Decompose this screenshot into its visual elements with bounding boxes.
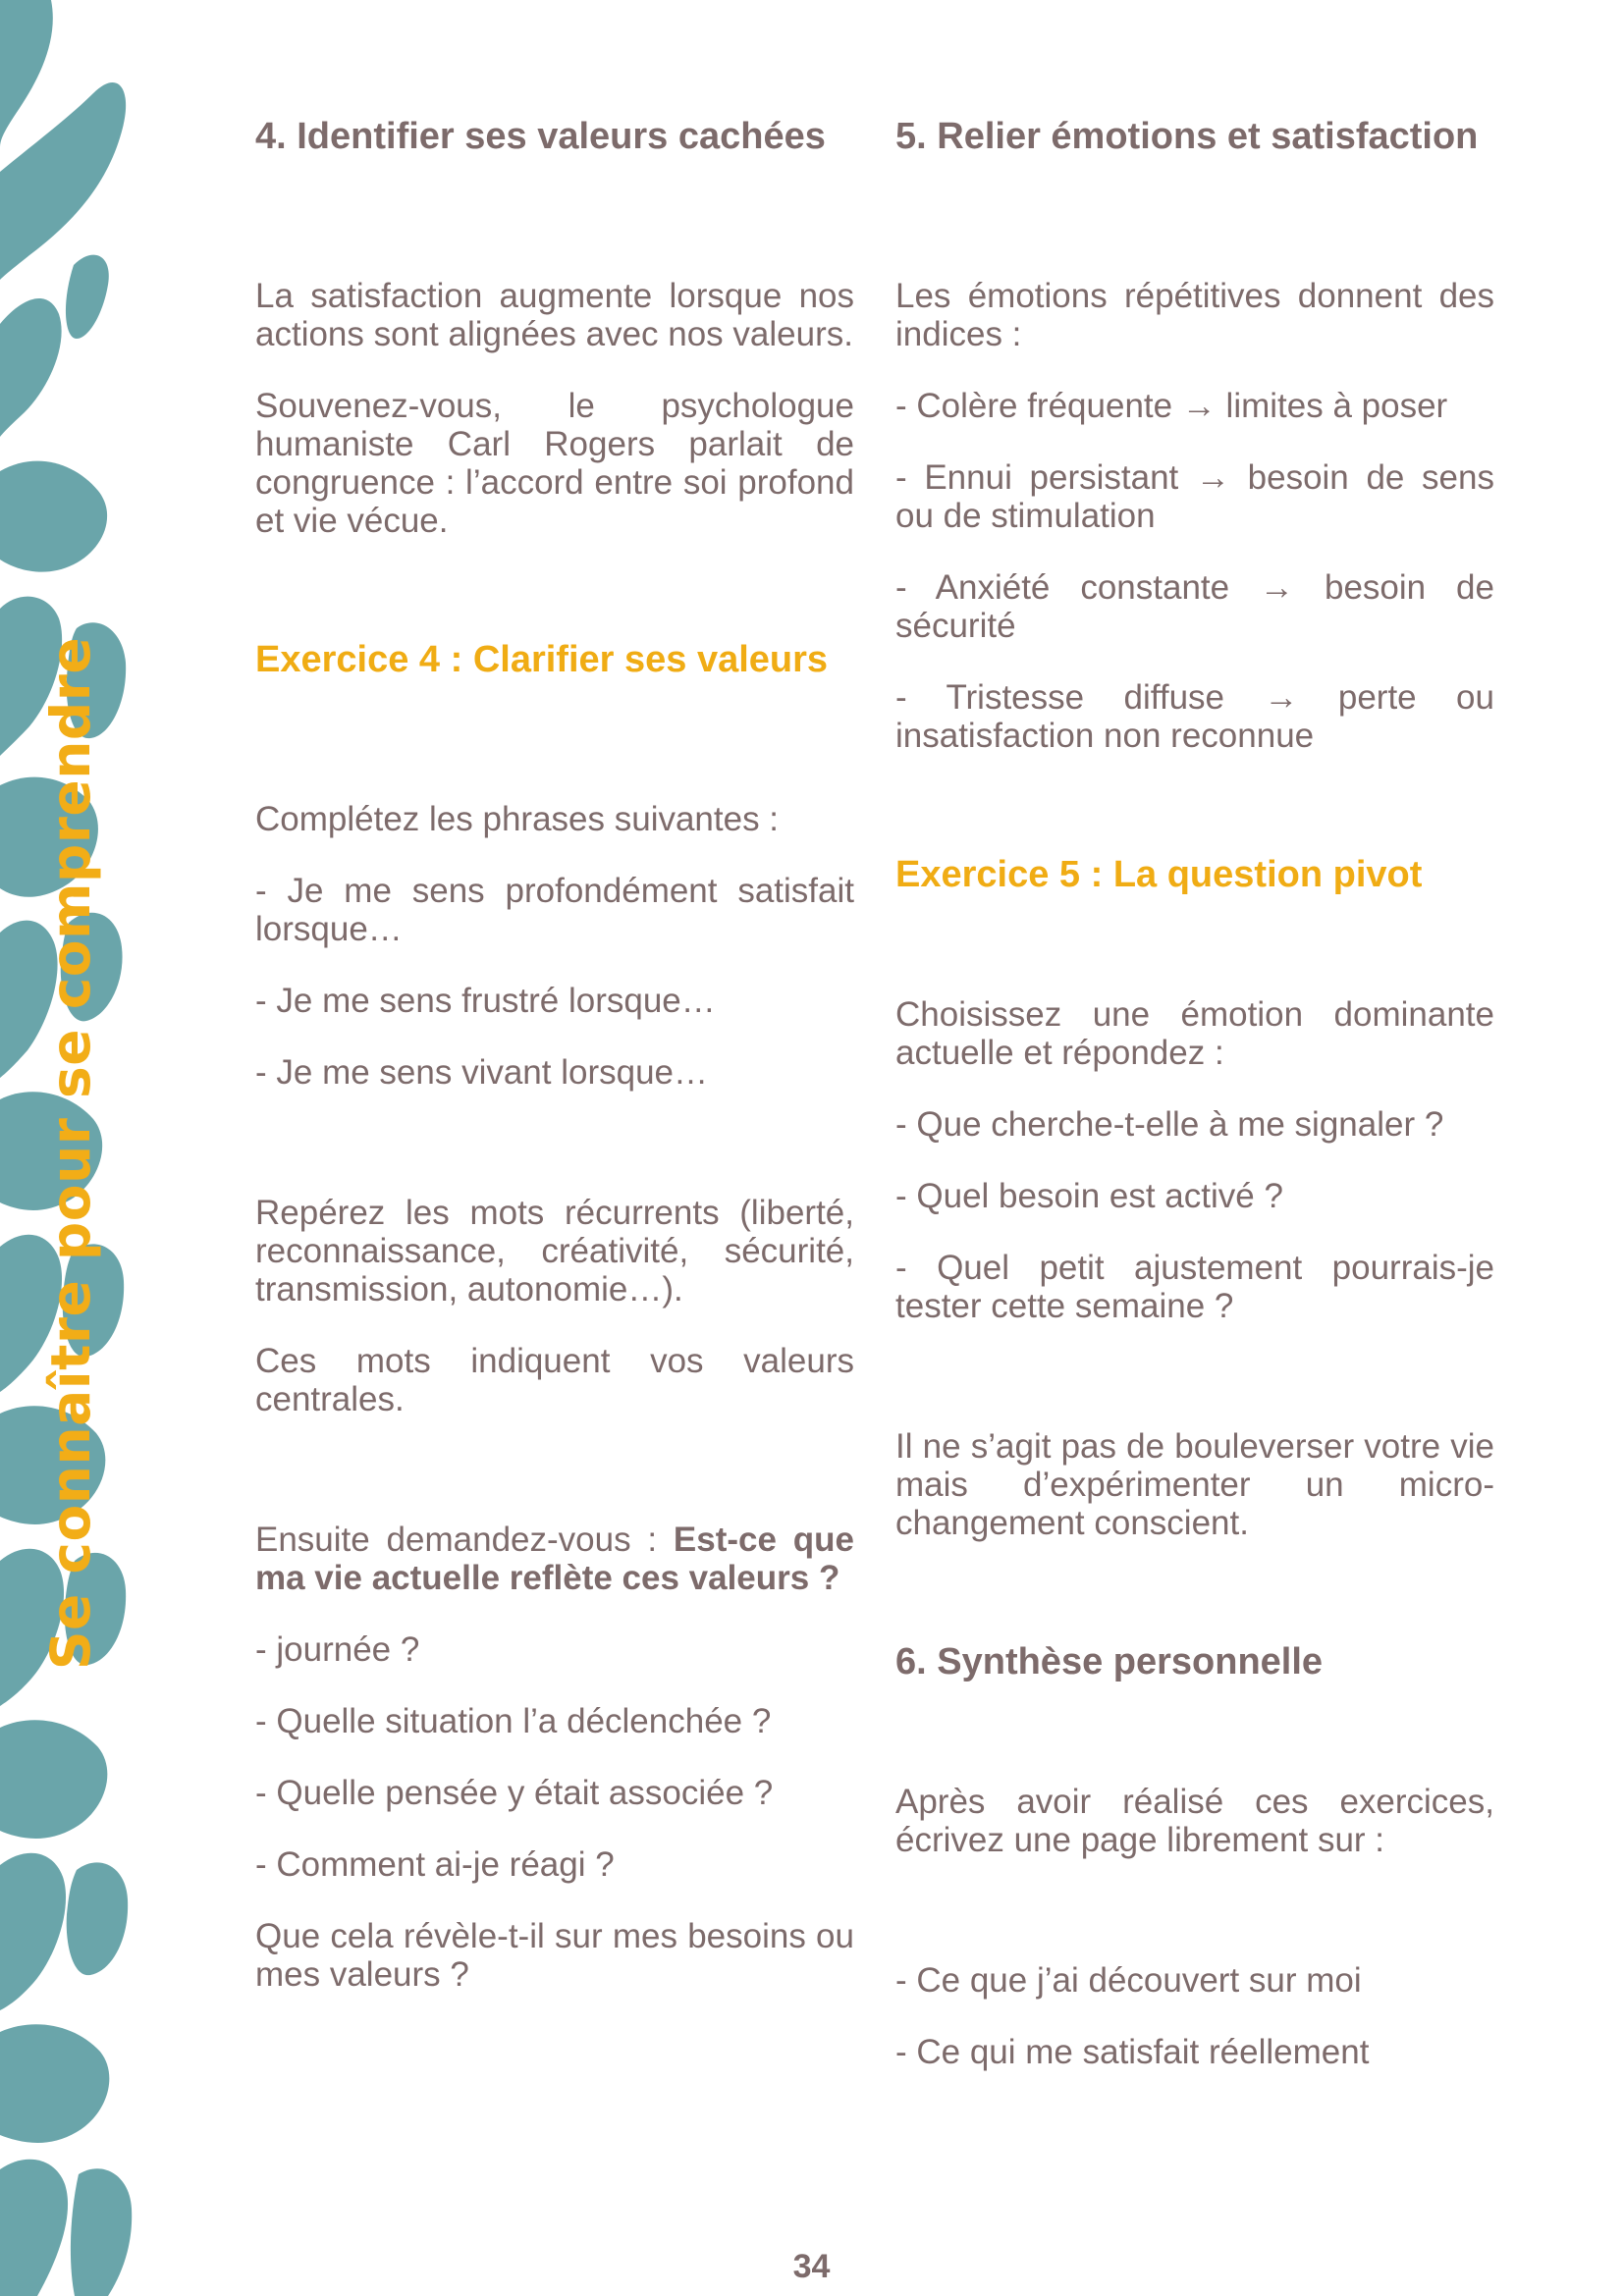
paragraph: Repérez les mots récurrents (liberté, reconnaissance, créativité, sécurité, transmission, autonomie…). (255, 1194, 854, 1308)
list-item: - Tristesse diffuse → perte ou insatisfaction non reconnue (895, 678, 1494, 755)
list-item: - journée ? (255, 1630, 420, 1669)
list-item: - Quel petit ajustement pourrais-je tester cette semaine ? (895, 1249, 1494, 1325)
paragraph: Il ne s’agit pas de bouleverser votre vie mais d’expérimenter un micro-changement conscient. (895, 1427, 1494, 1542)
question-intro: Ensuite demandez-vous : (255, 1521, 674, 1559)
list-item: - Ennui persistant → besoin de sens ou de stimulation (895, 458, 1494, 535)
list-item: - Ce qui me satisfait réellement (895, 2033, 1370, 2071)
list-item: - Que cherche-t-elle à me signaler ? (895, 1105, 1444, 1144)
paragraph-question (255, 1521, 854, 1597)
question-emphasis: Est-ce que ma vie actuelle reflète ces valeurs ? (255, 1521, 855, 1597)
paragraph: Souvenez-vous, le psychologue humaniste Carl Rogers parlait de congruence : l’accord entre soi profond et vie vécue. (255, 387, 854, 540)
list-item: - Colère fréquente → limites à poser (895, 387, 1448, 425)
list-item: - Je me sens frustré lorsque… (255, 982, 716, 1020)
heading-relier-emotions: 5. Relier émotions et satisfaction (895, 116, 1479, 157)
vertical-section-title: Se connaître pour se comprendre (39, 636, 102, 1671)
paragraph: Ces mots indiquent vos valeurs centrales. (255, 1342, 854, 1418)
list-item: - Quelle pensée y était associée ? (255, 1774, 774, 1812)
list-item: - Comment ai-je réagi ? (255, 1845, 615, 1884)
list-item: - Quel besoin est activé ? (895, 1177, 1283, 1215)
paragraph: Que cela révèle-t-il sur mes besoins ou mes valeurs ? (255, 1917, 854, 1994)
paragraph: Choisissez une émotion dominante actuelle et répondez : (895, 995, 1494, 1072)
list-item: - Anxiété constante → besoin de sécurité (895, 568, 1494, 645)
heading-identifier-valeurs: 4. Identifier ses valeurs cachées (255, 116, 826, 157)
right-column (895, 118, 1494, 2071)
left-column (255, 118, 854, 1994)
list-item: - Ce que j’ai découvert sur moi (895, 1961, 1362, 2000)
heading-synthese: 6. Synthèse personnelle (895, 1641, 1324, 1682)
paragraph: La satisfaction augmente lorsque nos actions sont alignées avec nos valeurs. (255, 277, 854, 353)
list-item: - Je me sens vivant lorsque… (255, 1053, 709, 1092)
page-number: 34 (792, 2248, 831, 2285)
paragraph: Après avoir réalisé ces exercices, écrivez une page librement sur : (895, 1783, 1494, 1859)
list-item: - Je me sens profondément satisfait lorsque… (255, 872, 854, 948)
paragraph: Les émotions répétitives donnent des indices : (895, 277, 1494, 353)
list-item: - Quelle situation l’a déclenchée ? (255, 1702, 772, 1740)
paragraph: Complétez les phrases suivantes : (255, 800, 780, 838)
exercise-4-heading: Exercice 4 : Clarifier ses valeurs (255, 639, 829, 680)
exercise-5-heading: Exercice 5 : La question pivot (895, 854, 1423, 895)
